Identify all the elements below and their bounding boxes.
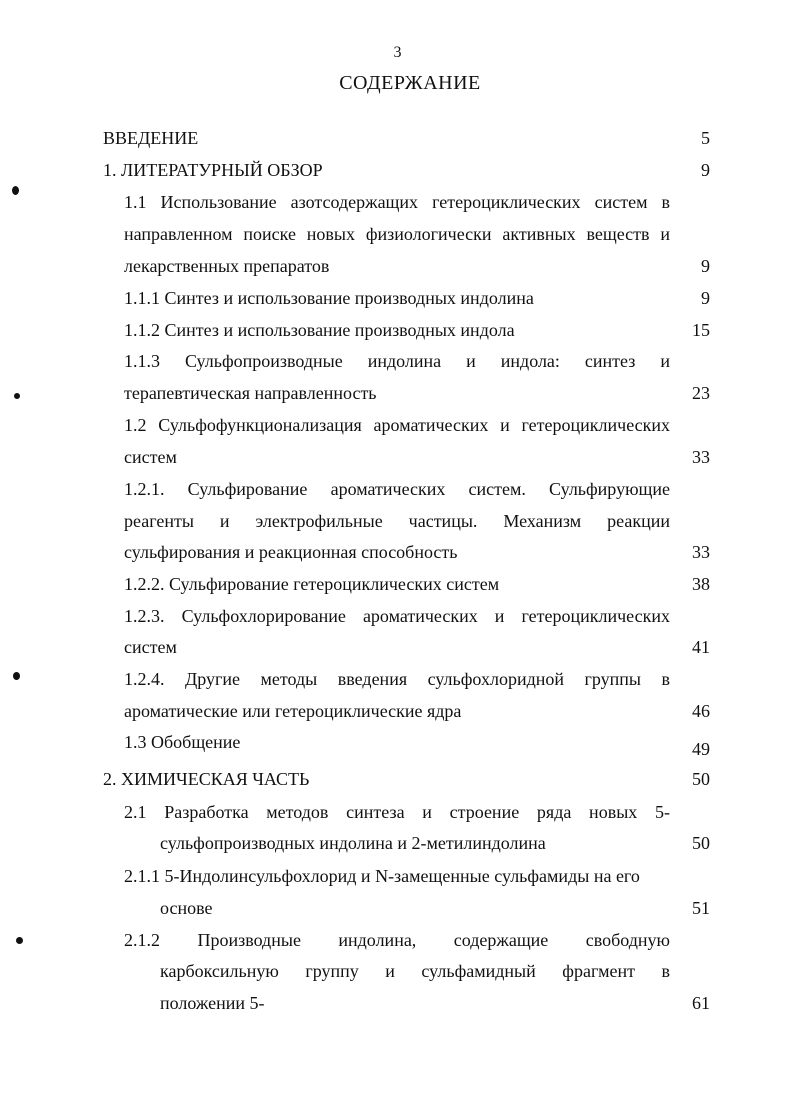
toc-page-number: 41 [692, 637, 710, 657]
toc-page-number: 49 [692, 739, 710, 759]
toc-entry-line: 1.2.4. Другие методы введения сульфохлоридной группы в [124, 669, 670, 689]
toc-entry-line: 2.1.1 5-Индолинсульфохлорид и N-замещенные сульфамиды на его [124, 866, 640, 886]
toc-page-number: 50 [692, 769, 710, 789]
toc-entry-line: положении 5- [160, 993, 265, 1013]
toc-entry-label: 1.3 Обобщение [124, 732, 241, 752]
toc-entry-label: ВВЕДЕНИЕ [103, 128, 199, 148]
toc-entry-line: 2.1 Разработка методов синтеза и строение ряда новых 5- [124, 802, 670, 822]
toc-page-number: 51 [692, 898, 710, 918]
toc-page-number: 9 [701, 160, 710, 180]
toc-entry-line: карбоксильную группу и сульфамидный фрагмент в [160, 961, 670, 981]
toc-entry-label: 1. ЛИТЕРАТУРНЫЙ ОБЗОР [103, 160, 323, 180]
margin-mark [16, 937, 23, 944]
toc-entry-line: 1.2 Сульфофункционализация ароматических и гетероциклических [124, 415, 670, 435]
toc-entry-line: направленном поиске новых физиологически активных веществ и [124, 224, 670, 244]
margin-mark [14, 393, 20, 399]
toc-entry-line: сульфирования и реакционная способность [124, 542, 458, 562]
toc-entry-label: 2. ХИМИЧЕСКАЯ ЧАСТЬ [103, 769, 310, 789]
toc-page-number: 38 [692, 574, 710, 594]
toc-entry-line: 2.1.2 Производные индолина, содержащие свободную [124, 930, 670, 950]
toc-page-number: 50 [692, 833, 710, 853]
toc-entry-line: сульфопроизводных индолина и 2-метилиндолина [160, 833, 546, 853]
toc-entry-line: терапевтическая направленность [124, 383, 377, 403]
toc-entry-line: основе [160, 898, 213, 918]
toc-entry-line: систем [124, 447, 177, 467]
toc-page-number: 33 [692, 542, 710, 562]
toc-page-number: 33 [692, 447, 710, 467]
toc-entry-line: 1.1.3 Сульфопроизводные индолина и индола: синтез и [124, 351, 670, 371]
toc-entry-line: ароматические или гетероциклические ядра [124, 701, 462, 721]
toc-entry-line: 1.2.3. Сульфохлорирование ароматических и гетероциклических [124, 606, 670, 626]
toc-entry-line: 1.1 Использование азотсодержащих гетероциклических систем в [124, 192, 670, 212]
toc-page-number: 23 [692, 383, 710, 403]
margin-mark [13, 672, 20, 680]
margin-mark [12, 186, 19, 195]
page-number: 3 [393, 44, 402, 61]
toc-page-number: 9 [701, 256, 710, 276]
toc-entry-label: 1.1.1 Синтез и использование производных индолина [124, 288, 534, 308]
toc-entry-line: систем [124, 637, 177, 657]
page-title: СОДЕРЖАНИЕ [339, 72, 481, 94]
toc-entry-label: 1.1.2 Синтез и использование производных индола [124, 320, 515, 340]
toc-page-number: 5 [701, 128, 710, 148]
toc-page-number: 46 [692, 701, 710, 721]
toc-entry-line: лекарственных препаратов [124, 256, 330, 276]
toc-entry-label: 1.2.2. Сульфирование гетероциклических систем [124, 574, 500, 594]
toc-page-number: 9 [701, 288, 710, 308]
toc-page-number: 15 [692, 320, 710, 340]
toc-page-number: 61 [692, 993, 710, 1013]
toc-entry-line: реагенты и электрофильные частицы. Механизм реакции [124, 511, 670, 531]
toc-entry-line: 1.2.1. Сульфирование ароматических систем. Сульфирующие [124, 479, 670, 499]
